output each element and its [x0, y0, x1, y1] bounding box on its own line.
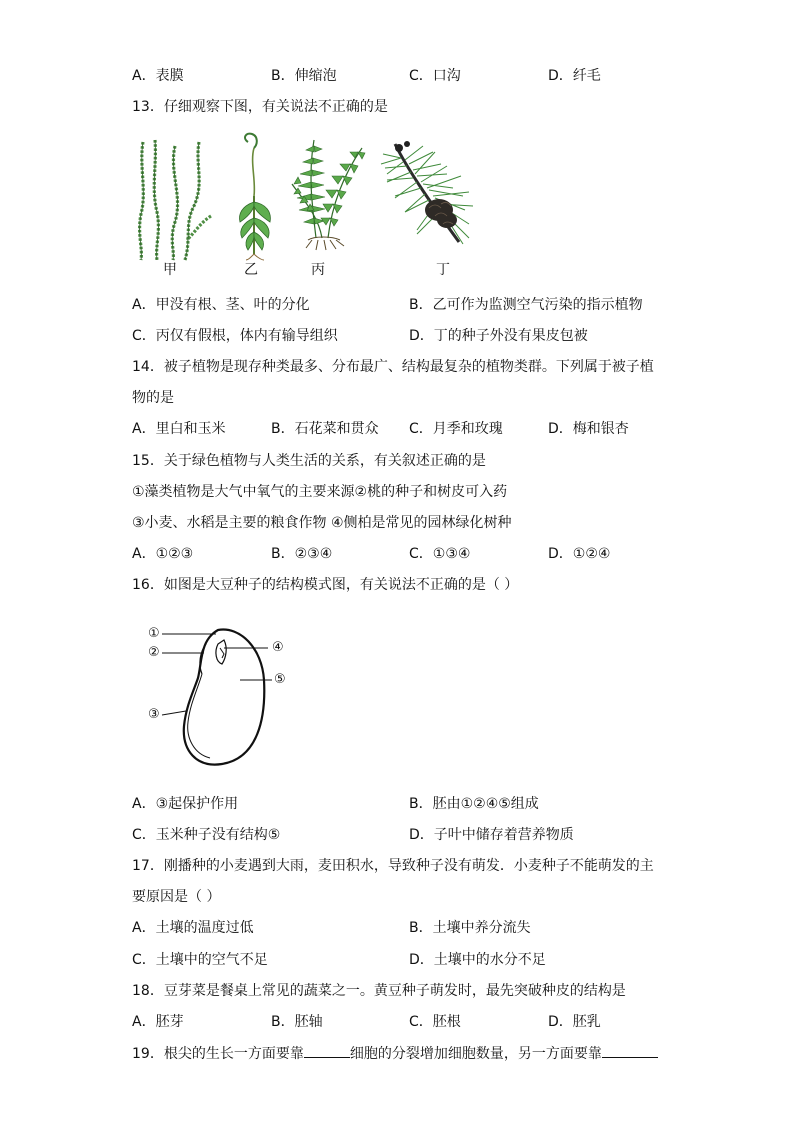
q17-option-b: B．土壤中养分流失: [409, 920, 531, 936]
q16-option-c: C．玉米种子没有结构⑤: [132, 827, 281, 843]
q14-option-c: C．月季和玫瑰: [409, 421, 503, 437]
q15-stem: 15．关于绿色植物与人类生活的关系，有关叙述正确的是: [132, 453, 486, 469]
callout-4: ④: [272, 640, 284, 655]
q18-option-d: D．胚乳: [548, 1014, 601, 1030]
callout-5: ⑤: [274, 672, 286, 687]
q18-stem: 18．豆芽菜是餐桌上常见的蔬菜之一。黄豆种子萌发时，最先突破种皮的结构是: [132, 983, 626, 999]
q15-option-a: A．①②③: [132, 546, 194, 562]
q14-option-a: A．里白和玉米: [132, 421, 226, 437]
q13-option-d: D．丁的种子外没有果皮包被: [409, 328, 588, 344]
q16-stem: 16．如图是大豆种子的结构模式图，有关说法不正确的是（ ）: [132, 577, 519, 593]
q16-option-b: B．胚由①②④⑤组成: [409, 796, 539, 812]
q19-stem-part1: 19．根尖的生长一方面要靠: [132, 1046, 304, 1062]
q17-option-c: C．土壤中的空气不足: [132, 952, 268, 968]
q19-blank-2[interactable]: [602, 1043, 658, 1058]
q17-stem-line1: 17．刚播种的小麦遇到大雨，麦田积水，导致种子没有萌发．小麦种子不能萌发的主: [132, 858, 654, 874]
moss-figure: [232, 132, 278, 262]
q15-option-c: C．①③④: [409, 546, 471, 562]
q14-stem-line1: 14．被子植物是现存种类最多、分布最广、结构最复杂的植物类群。下列属于被子植: [132, 359, 654, 375]
figure-label-yi: 乙: [244, 262, 258, 278]
q15-option-b: B．②③④: [271, 546, 333, 562]
callout-3: ③: [148, 707, 160, 722]
q18-option-c: C．胚根: [409, 1014, 461, 1030]
q18-option-a: A．胚芽: [132, 1014, 184, 1030]
callout-2: ②: [148, 645, 160, 660]
q15-option-d: D．①②④: [548, 546, 611, 562]
q13-option-b: B．乙可作为监测空气污染的指示植物: [409, 297, 643, 313]
q17-option-d: D．土壤中的水分不足: [409, 952, 546, 968]
q17-option-a: A．土壤的温度过低: [132, 920, 254, 936]
spirogyra-figure: [135, 136, 215, 264]
q12-option-d: D．纤毛: [548, 68, 601, 84]
pine-figure: [377, 138, 489, 250]
q13-stem: 13．仔细观察下图，有关说法不正确的是: [132, 99, 388, 115]
q12-option-c: C．口沟: [409, 68, 461, 84]
q16-option-a: A．③起保护作用: [132, 796, 239, 812]
q14-stem-line2: 物的是: [132, 390, 174, 406]
figure-label-jia: 甲: [163, 262, 177, 278]
q15-statement-line1: ①藻类植物是大气中氧气的主要来源②桃的种子和树皮可入药: [132, 484, 508, 500]
callout-1: ①: [148, 626, 160, 641]
q13-option-c: C．丙仅有假根，体内有输导组织: [132, 328, 338, 344]
q18-option-b: B．胚轴: [271, 1014, 323, 1030]
q17-stem-line2: 要原因是（ ）: [132, 889, 221, 905]
q19-stem-part2: 细胞的分裂增加细胞数量，另一方面要靠: [349, 1046, 602, 1062]
fern-figure: [288, 134, 374, 252]
figure-label-ding: 丁: [436, 262, 450, 278]
q13-option-a: A．甲没有根、茎、叶的分化: [132, 297, 310, 313]
q19-blank-1[interactable]: [304, 1043, 350, 1058]
q15-statement-line2: ③小麦、水稻是主要的粮食作物 ④侧柏是常见的园林绿化树种: [132, 515, 512, 531]
q14-option-d: D．梅和银杏: [548, 421, 629, 437]
q19-stem: [132, 1043, 658, 1063]
figure-label-bing: 丙: [311, 262, 325, 278]
q16-option-d: D．子叶中储存着营养物质: [409, 827, 574, 843]
q12-option-b: B．伸缩泡: [271, 68, 337, 84]
q12-option-a: A．表膜: [132, 68, 184, 84]
q14-option-b: B．石花菜和贯众: [271, 421, 379, 437]
